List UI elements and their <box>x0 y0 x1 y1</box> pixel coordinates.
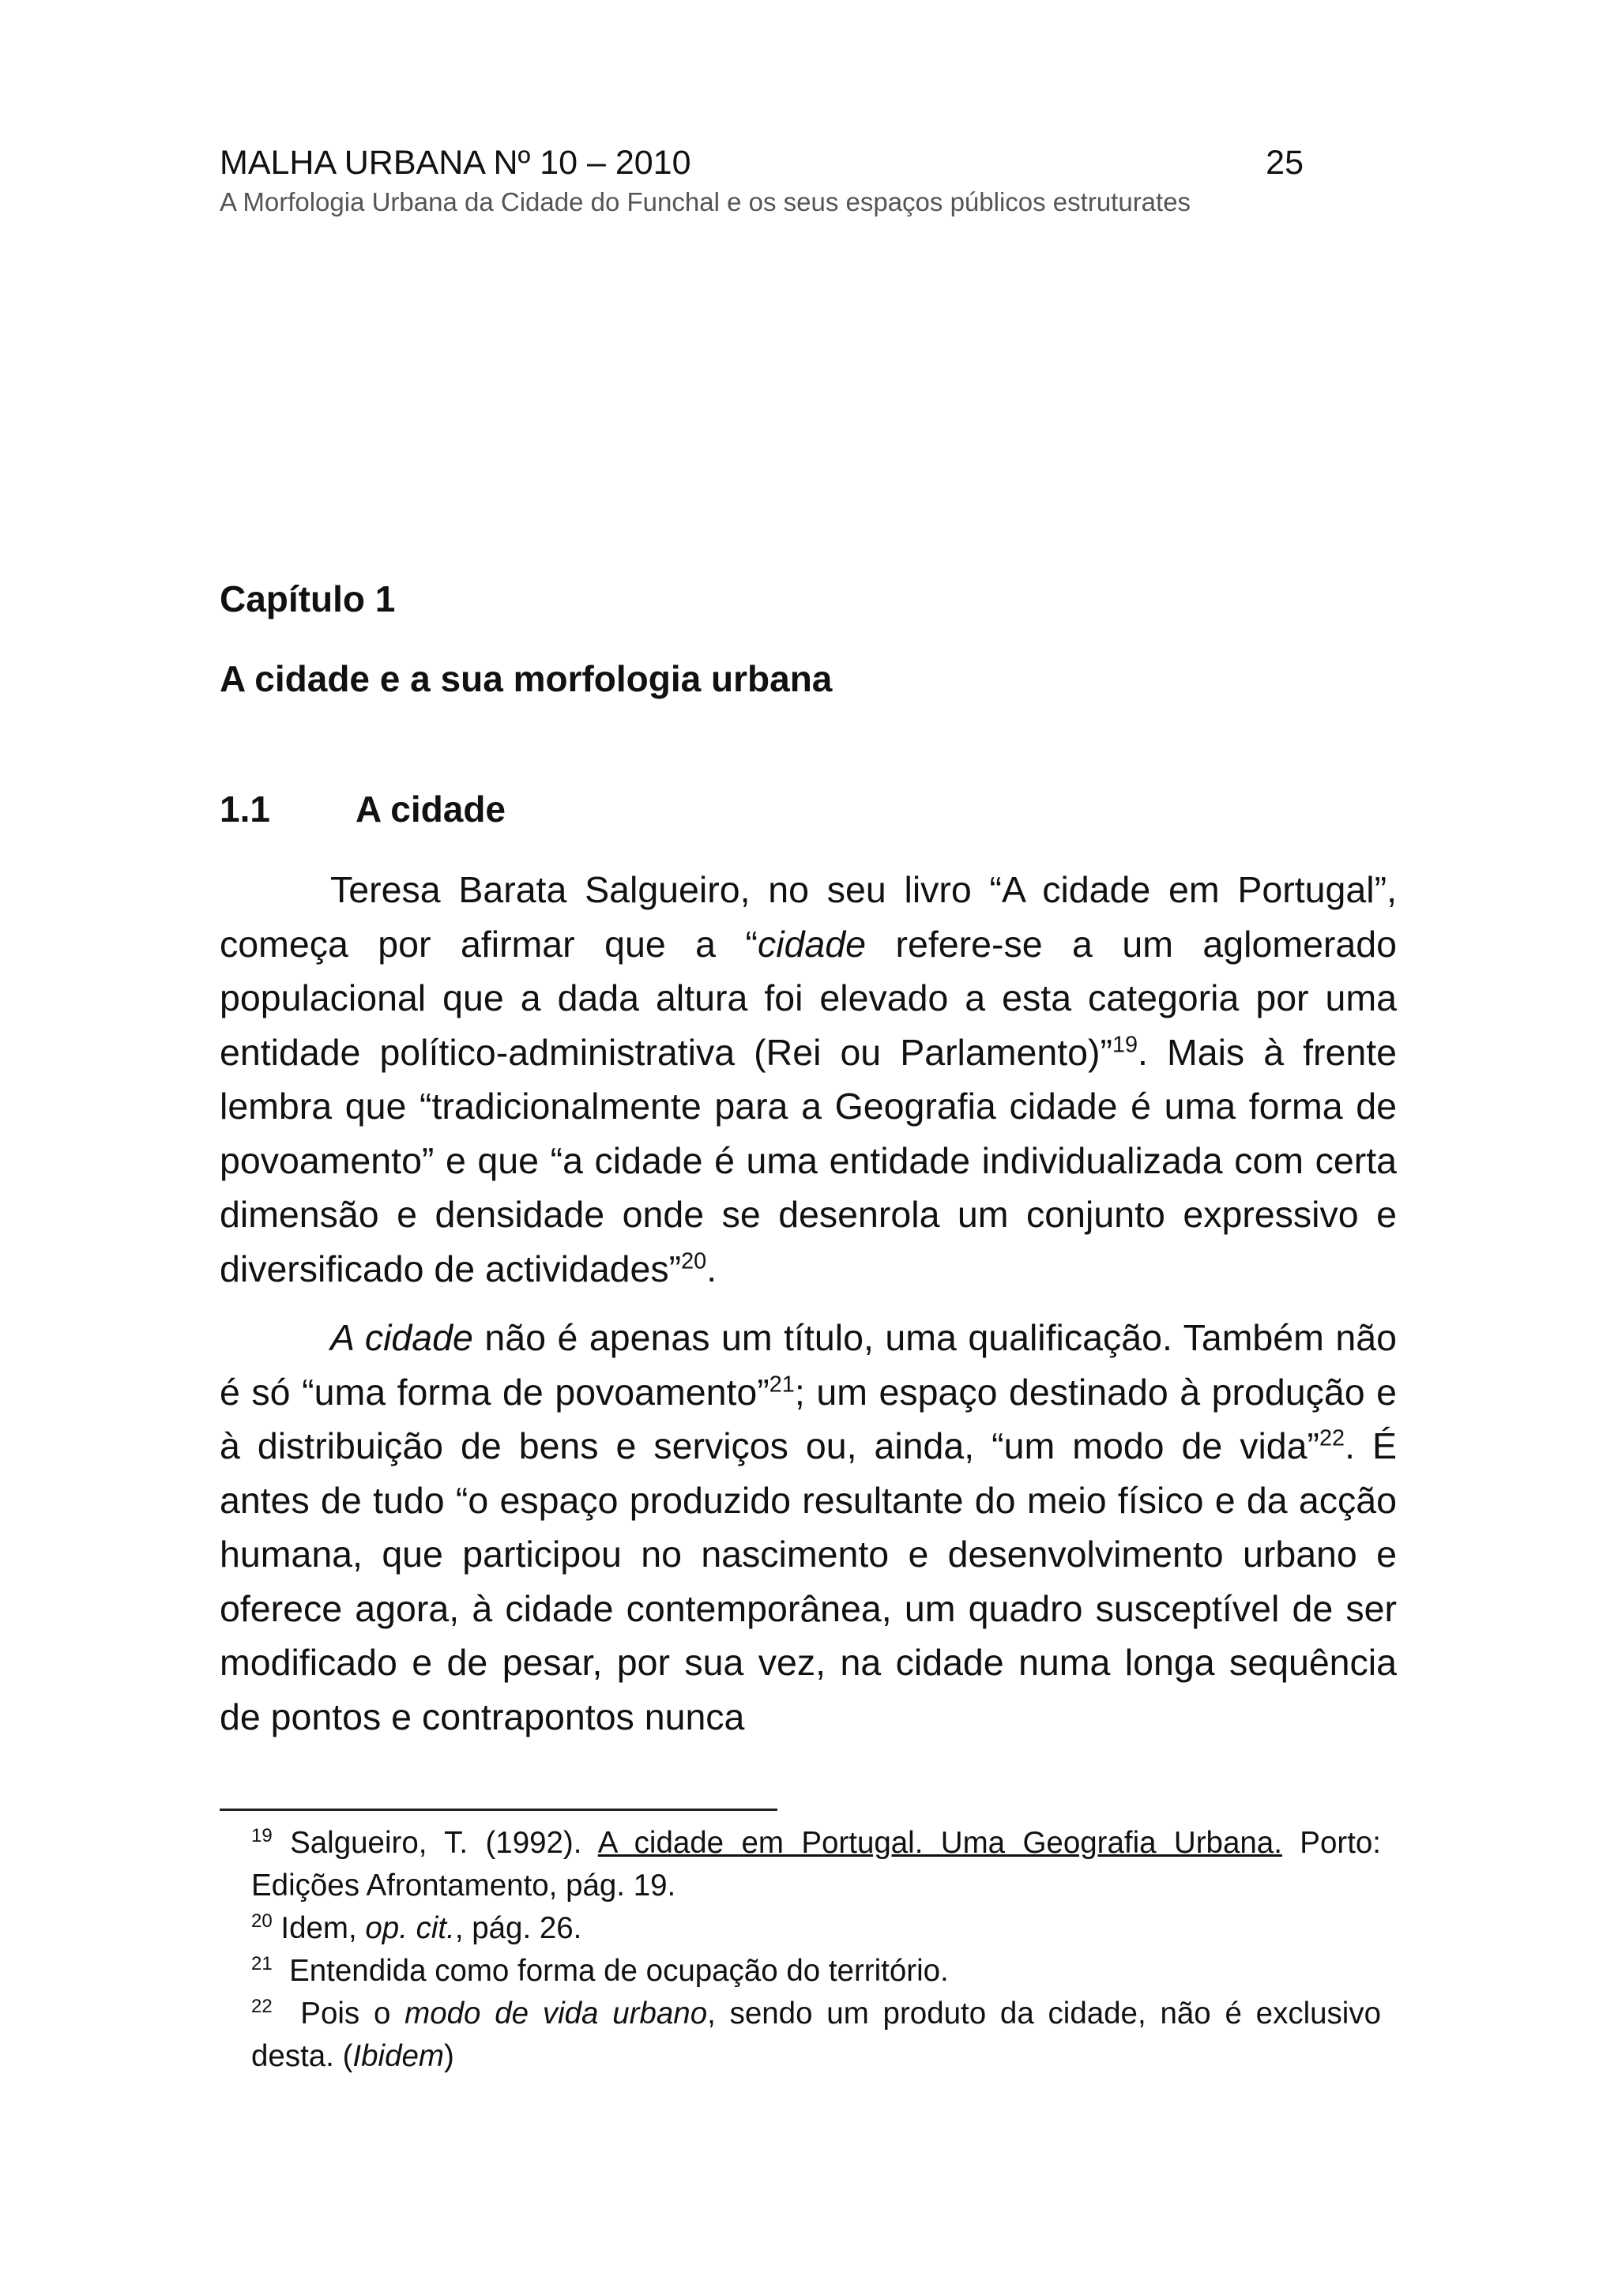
footnote-separator <box>220 1809 777 1811</box>
footnote-ref: 20 <box>681 1248 707 1274</box>
emphasis: Ibidem <box>352 2039 444 2073</box>
emphasis: cidade <box>757 923 867 965</box>
footnote-22 <box>251 1993 1381 2078</box>
footnote-number: 19 <box>251 1825 273 1847</box>
emphasis: modo de vida urbano <box>404 1997 708 2031</box>
text-run: refere-se a um aglomerado populacional que a dada altura foi elevado a esta categoria por uma entidade político-administrativa (Rei ou Parlamento)” <box>220 923 1397 1073</box>
chapter-title: A cidade e a sua morfologia urbana <box>220 658 833 699</box>
section-heading <box>220 787 506 831</box>
text-run: Porto: Edições Afrontamento, pág. 19. <box>251 1826 1382 1903</box>
footnote-ref: 22 <box>1319 1425 1345 1451</box>
text-run: Salgueiro, T. (1992). <box>272 1826 598 1860</box>
chapter-label: Capítulo 1 <box>220 578 396 619</box>
footnote-20 <box>251 1907 1381 1950</box>
text-run: , pág. 26. <box>454 1911 582 1945</box>
text-run: Pois o <box>272 1997 405 2031</box>
text-run: Entendida como forma de ocupação do território. <box>272 1954 949 1988</box>
page-number: 25 <box>1266 144 1304 182</box>
text-run: ; um espaço destinado à produção e à distribuição de bens e serviços ou, ainda, “um modo de vida” <box>220 1371 1398 1466</box>
journal-series: MALHA URBANA Nº 10 – 2010 <box>220 144 691 182</box>
footnote-number: 20 <box>251 1910 273 1933</box>
text-run: . Mais à frente lembra que “tradicionalmente para a Geografia cidade é uma forma de povoamento” e que “a cidade é uma entidade individualizada com certa dimensão e densidade onde se desenrola um conjunto expressivo e diversificado de actividades” <box>220 1031 1398 1289</box>
text-run: Teresa Barata Salgueiro, no seu livro “A cidade em Portugal”, começa por afirmar que a “ <box>220 869 1397 965</box>
emphasis: A cidade <box>330 1317 473 1358</box>
emphasis: op. cit. <box>365 1911 455 1945</box>
footnote-ref: 19 <box>1112 1032 1138 1057</box>
section-title: A cidade <box>356 789 506 830</box>
body-paragraph-1 <box>220 863 1397 1296</box>
book-title: A cidade em Portugal. Uma Geografia Urbana. <box>597 1826 1282 1860</box>
text-run: não é apenas um título, uma qualificação. Também não é só “uma forma de povoamento” <box>220 1317 1397 1413</box>
footnote-21 <box>251 1950 1381 1993</box>
text-run: Idem, <box>272 1911 366 1945</box>
footnote-number: 21 <box>251 1953 273 1975</box>
text-run: . É antes de tudo “o espaço produzido resultante do meio físico e da acção humana, que participou no nascimento e desenvolvimento urbano e oferece agora, à cidade contemporânea, um quadro susceptível de ser modificado e de pesar, por sua vez, na cidade numa longa sequência de pontos e contrapontos nunca <box>220 1425 1398 1737</box>
text-run: ) <box>443 2039 454 2073</box>
footnote-19 <box>251 1822 1381 1907</box>
header-subtitle: A Morfologia Urbana da Cidade do Funchal e os seus espaços públicos estruturates <box>220 187 1191 216</box>
footnote-ref: 21 <box>769 1372 795 1397</box>
text-run: , sendo um produto da cidade, não é exclusivo desta. ( <box>251 1997 1381 2073</box>
body-paragraph-2 <box>220 1311 1397 1744</box>
section-number: 1.1 <box>220 789 270 830</box>
footnote-number: 22 <box>251 1996 273 2018</box>
text-run: . <box>706 1248 717 1289</box>
